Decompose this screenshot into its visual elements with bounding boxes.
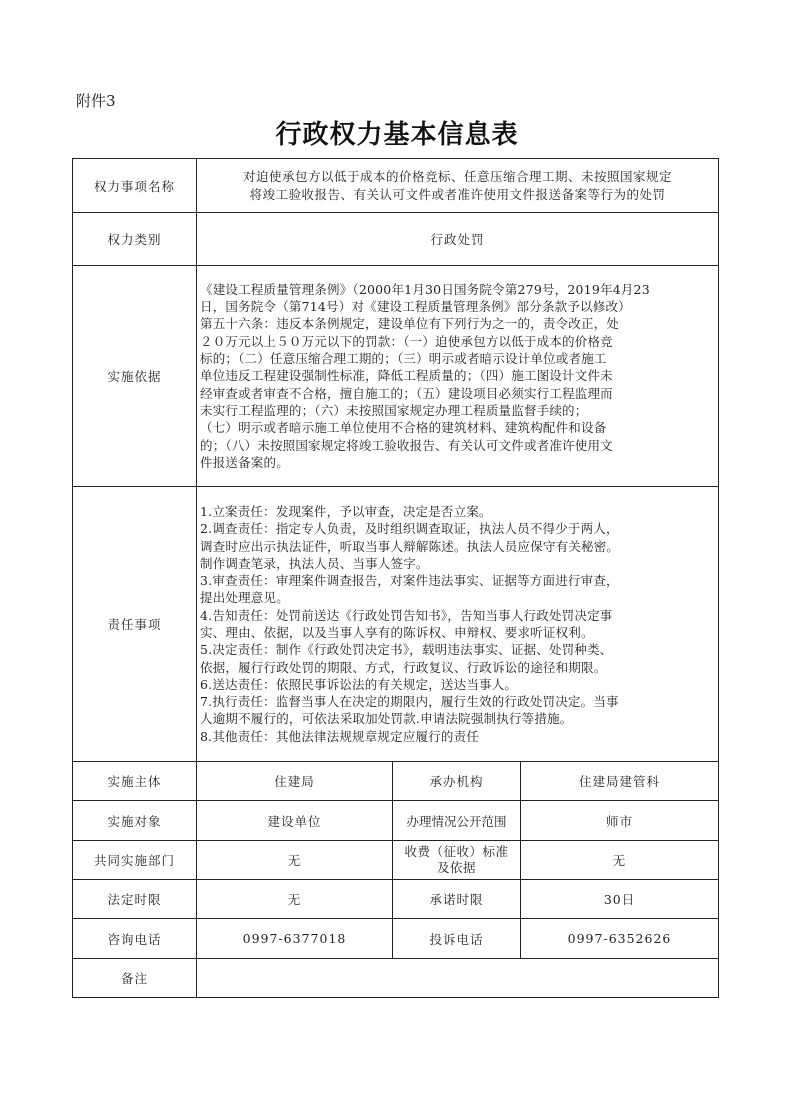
- joint-departments-label: 共同实施部门: [73, 841, 197, 880]
- basis-line: 的；（八）未按照国家规定将竣工验收报告、有关认可文件或者准许使用文: [200, 437, 613, 453]
- duty-line: 制作调查笔录，执法人员、当事人签字。: [200, 555, 429, 571]
- basis-value: [197, 266, 719, 487]
- duties-label: 责任事项: [73, 487, 197, 762]
- remarks-value: [197, 959, 719, 998]
- power-name-label: 权力事项名称: [73, 159, 197, 213]
- handling-agency-label: 承办机构: [393, 762, 521, 801]
- row-time-limit: [73, 880, 719, 919]
- implementing-body-value: 住建局: [197, 762, 393, 801]
- legal-time-limit-label: 法定时限: [73, 880, 197, 919]
- duty-line: 2.调查责任：指定专人负责，及时组织调查取证，执法人员不得少于两人，: [200, 521, 619, 537]
- joint-departments-value: 无: [197, 841, 393, 880]
- basis-line: 第五十六条：违反本条例规定，建设单位有下列行为之一的，责令改正，处: [200, 316, 620, 332]
- page-title: 行政权力基本信息表: [275, 120, 519, 150]
- power-type-value: 行政处罚: [197, 213, 719, 266]
- consult-phone-value: 0997-6377018: [197, 919, 393, 959]
- duty-line: 提出处理意见。: [200, 590, 289, 606]
- remarks-label: 备注: [73, 959, 197, 998]
- complaint-phone-label: 投诉电话: [393, 919, 521, 959]
- row-phones: [73, 919, 719, 959]
- row-power-type: [73, 213, 719, 266]
- implementing-body-label: 实施主体: [73, 762, 197, 801]
- duty-line: 6.送达责任：依照民事诉讼法的有关规定，送达当事人。: [200, 676, 518, 692]
- duty-line: 调查时应出示执法证件，听取当事人辩解陈述。执法人员应保守有关秘密。: [200, 538, 620, 554]
- basis-line: 单位违反工程建设强制性标准，降低工程质量的；（四）施工图设计文件未: [200, 368, 613, 384]
- row-implementing-body: [73, 762, 719, 801]
- power-name-line: 对迫使承包方以低于成本的价格竞标、任意压缩合理工期、未按照国家规定: [243, 168, 673, 184]
- duties-value: [197, 487, 719, 762]
- basis-line: 《建设工程质量管理条例》（2000年1月30日国务院令第279号，2019年4月23: [200, 281, 650, 297]
- fee-standard-label: [393, 841, 521, 880]
- target-value: 建设单位: [197, 801, 393, 841]
- basis-line: 件报送备案的。: [200, 454, 289, 470]
- promised-time-limit-value: 30日: [521, 880, 719, 919]
- row-duties: [73, 487, 719, 762]
- disclosure-scope-label: 办理情况公开范围: [393, 801, 521, 841]
- basis-line: 未实行工程监理的；（六）未按照国家规定办理工程质量监督手续的；: [200, 402, 588, 418]
- power-name-line: 将竣工验收报告、有关认可文件或者准许使用文件报送备案等行为的处罚: [249, 186, 666, 202]
- power-name-value: [197, 159, 719, 213]
- fee-standard-label-line2: 及依据: [436, 860, 476, 875]
- info-table: [72, 158, 719, 998]
- duty-line: 5.决定责任：制作《行政处罚决定书》，载明违法事实、证据、处罚种类、: [200, 642, 613, 658]
- row-joint-departments: [73, 841, 719, 880]
- legal-time-limit-value: 无: [197, 880, 393, 919]
- power-type-label: 权力类别: [73, 213, 197, 266]
- complaint-phone-value: 0997-6352626: [521, 919, 719, 959]
- basis-label: 实施依据: [73, 266, 197, 487]
- attachment-label: 附件3: [76, 92, 116, 110]
- basis-line: 标的；（二）任意压缩合理工期的；（三）明示或者暗示设计单位或者施工: [200, 351, 607, 367]
- duty-line: 3.审查责任：审理案件调查报告，对案件违法事实、证据等方面进行审查，: [200, 573, 619, 589]
- handling-agency-value: 住建局建管科: [521, 762, 719, 801]
- row-basis: [73, 266, 719, 487]
- duty-line: 实、理由、依据，以及当事人享有的陈诉权、申辩权、要求听证权利。: [200, 625, 594, 640]
- row-power-name: [73, 159, 719, 213]
- basis-line: 经审查或者审查不合格，擅自施工的；（五）建设项目必须实行工程监理而: [200, 385, 613, 401]
- row-remarks: [73, 959, 719, 998]
- row-target: [73, 801, 719, 841]
- basis-line: ２０万元以上５０万元以下的罚款：（一）迫使承包方以低于成本的价格竞: [200, 333, 613, 349]
- duty-line: 1.立案责任：发现案件，予以审查，决定是否立案。: [200, 503, 492, 519]
- duty-line: 8.其他责任：其他法律法规规章规定应履行的责任: [200, 728, 480, 744]
- fee-standard-label-line1: 收费（征收）标准: [404, 844, 509, 859]
- duty-line: 人逾期不履行的，可依法采取加处罚款.申请法院强制执行等措施。: [200, 711, 573, 727]
- consult-phone-label: 咨询电话: [73, 919, 197, 959]
- disclosure-scope-value: 师市: [521, 801, 719, 841]
- duty-line: 7.执行责任：监督当事人在决定的期限内，履行生效的行政处罚决定。当事: [200, 694, 619, 710]
- fee-standard-value: 无: [521, 841, 719, 880]
- duty-line: 4.告知责任：处罚前送达《行政处罚告知书》，告知当事人行政处罚决定事: [200, 607, 613, 623]
- target-label: 实施对象: [73, 801, 197, 841]
- basis-line: 日，国务院令（第714号）对《建设工程质量管理条例》部分条款予以修改）: [200, 299, 631, 315]
- promised-time-limit-label: 承诺时限: [393, 880, 521, 919]
- basis-line: （七）明示或者暗示施工单位使用不合格的建筑材料、建筑构配件和设备: [200, 420, 607, 436]
- duty-line: 依据，履行行政处罚的期限、方式，行政复议、行政诉讼的途径和期限。: [200, 659, 607, 675]
